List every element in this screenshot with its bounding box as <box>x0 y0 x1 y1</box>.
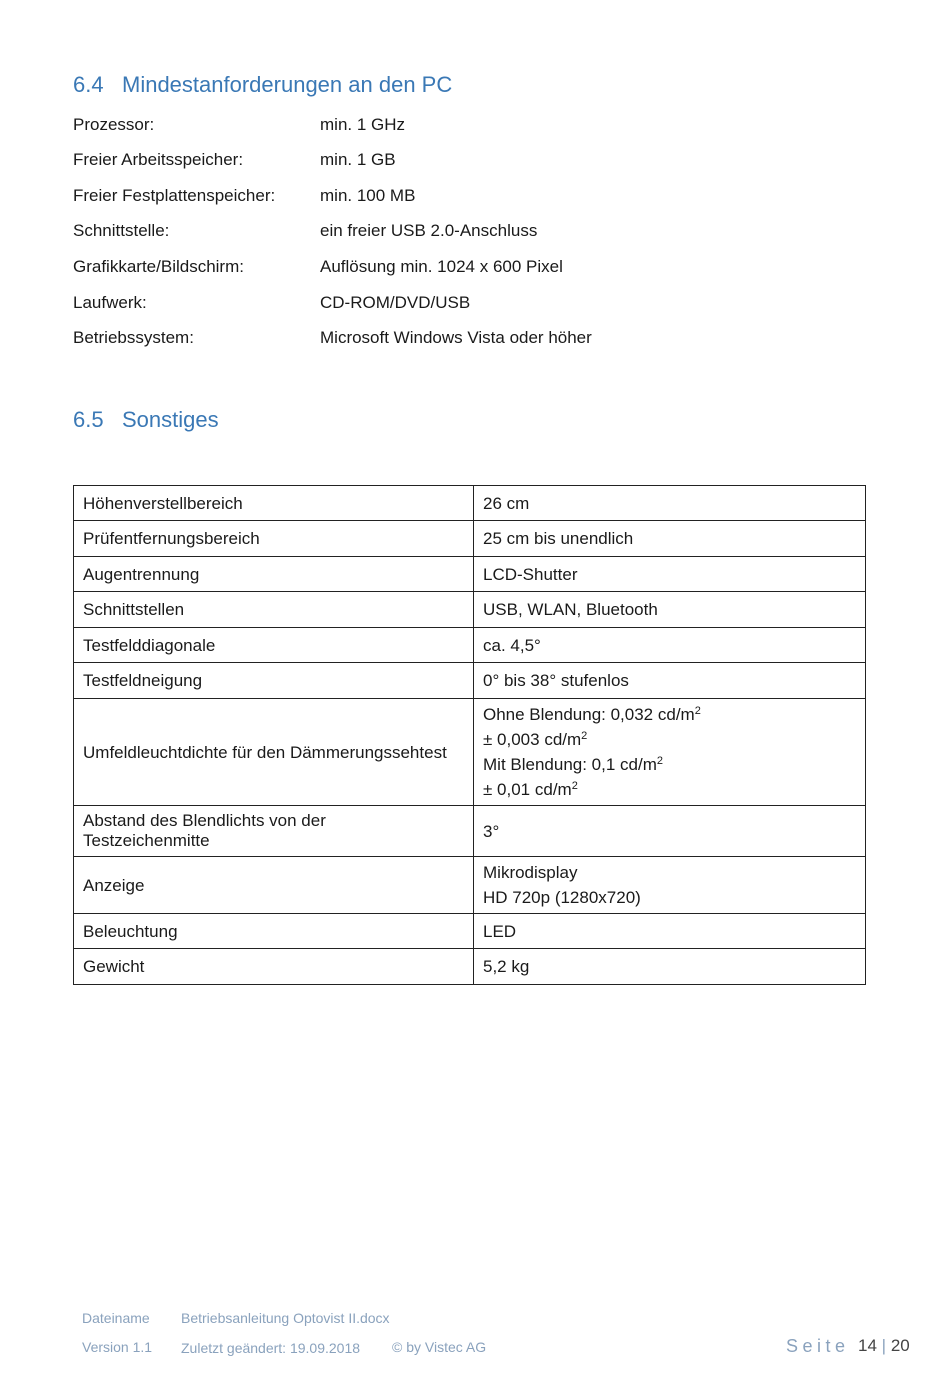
requirement-label: Grafikkarte/Bildschirm: <box>73 257 244 276</box>
spec-value-text: ± 0,01 cd/m <box>483 780 572 799</box>
page-label: Seite <box>786 1336 850 1356</box>
requirement-label: Laufwerk: <box>73 293 147 312</box>
spec-value: 25 cm bis unendlich <box>474 521 866 557</box>
requirement-value: CD-ROM/DVD/USB <box>320 293 471 312</box>
table-row <box>74 949 866 985</box>
spec-value: LCD-Shutter <box>474 557 866 592</box>
superscript: 2 <box>656 755 663 767</box>
spec-value-line <box>483 752 856 777</box>
spec-label: Schnittstellen <box>74 592 474 628</box>
spec-label: Beleuchtung <box>74 914 474 949</box>
spec-value-multiline <box>474 857 866 914</box>
footer-copyright: © by Vistec AG <box>392 1339 487 1355</box>
requirement-value: min. 100 MB <box>320 186 416 205</box>
footer-last-changed: Zuletzt geändert: 19.09.2018 <box>181 1340 361 1356</box>
table-row <box>74 699 866 806</box>
requirement-value: min. 1 GB <box>320 150 396 169</box>
requirement-label: Freier Festplattenspeicher: <box>73 186 276 205</box>
superscript: 2 <box>581 730 588 742</box>
spec-label-line: Abstand des Blendlichts von der <box>83 811 326 830</box>
requirement-value: Auflösung min. 1024 x 600 Pixel <box>320 257 563 276</box>
section-title: Sonstiges <box>122 407 219 432</box>
spec-label: Gewicht <box>74 949 474 985</box>
requirement-label: Freier Arbeitsspeicher: <box>73 150 244 169</box>
requirement-value: Microsoft Windows Vista oder höher <box>320 328 592 347</box>
requirement-value: ein freier USB 2.0-Anschluss <box>320 221 538 240</box>
spec-value: 26 cm <box>474 486 866 521</box>
spec-value: USB, WLAN, Bluetooth <box>474 592 866 628</box>
table-row <box>74 628 866 663</box>
spec-value-text: ± 0,003 cd/m <box>483 730 582 749</box>
section-number: 6.4 <box>73 72 104 97</box>
table-row <box>74 914 866 949</box>
page-separator: | <box>881 1336 887 1355</box>
spec-value-multiline <box>474 699 866 806</box>
page-number <box>858 1336 910 1356</box>
spec-value-line <box>483 777 856 802</box>
spec-label: Testfeldneigung <box>74 663 474 699</box>
footer-version: Version 1.1 <box>82 1339 153 1355</box>
footer-filename-label: Dateiname <box>82 1310 150 1326</box>
section-heading-misc <box>73 407 219 433</box>
section-number: 6.5 <box>73 407 104 432</box>
spec-label: Testfelddiagonale <box>74 628 474 663</box>
spec-label: Umfeldleuchtdichte für den Dämmerungssehtest <box>74 699 474 806</box>
table-row <box>74 663 866 699</box>
spec-label: Prüfentfernungsbereich <box>74 521 474 557</box>
spec-value: LED <box>474 914 866 949</box>
section-heading-pc-requirements <box>73 72 452 98</box>
requirement-label: Prozessor: <box>73 115 155 134</box>
table-row <box>74 521 866 557</box>
superscript: 2 <box>571 780 578 792</box>
spec-value-line <box>483 727 856 752</box>
spec-value-line: HD 720p (1280x720) <box>483 888 641 907</box>
spec-label: Augentrennung <box>74 557 474 592</box>
table-row <box>74 557 866 592</box>
spec-value: 0° bis 38° stufenlos <box>474 663 866 699</box>
spec-value-line: Mikrodisplay <box>483 863 578 882</box>
table-row <box>74 592 866 628</box>
spec-value-text: Mit Blendung: 0,1 cd/m <box>483 755 657 774</box>
superscript: 2 <box>694 705 701 717</box>
spec-value-text: Ohne Blendung: 0,032 cd/m <box>483 705 695 724</box>
spec-value: ca. 4,5° <box>474 628 866 663</box>
requirement-value: min. 1 GHz <box>320 115 406 134</box>
specs-table <box>73 485 866 985</box>
spec-label-multiline <box>74 806 474 857</box>
page-current: 14 <box>858 1336 877 1355</box>
footer-filename: Betriebsanleitung Optovist II.docx <box>181 1310 390 1326</box>
spec-label: Anzeige <box>74 857 474 914</box>
page-total: 20 <box>890 1336 910 1355</box>
section-title: Mindestanforderungen an den PC <box>122 72 453 97</box>
requirement-label: Betriebssystem: <box>73 328 194 347</box>
spec-value-line <box>483 702 856 727</box>
table-row <box>74 806 866 857</box>
table-row <box>74 486 866 521</box>
spec-value: 5,2 kg <box>474 949 866 985</box>
spec-value: 3° <box>474 806 866 857</box>
requirement-label: Schnittstelle: <box>73 221 170 240</box>
spec-label: Höhenverstellbereich <box>74 486 474 521</box>
table-row <box>74 857 866 914</box>
spec-label-line: Testzeichenmitte <box>83 831 210 850</box>
